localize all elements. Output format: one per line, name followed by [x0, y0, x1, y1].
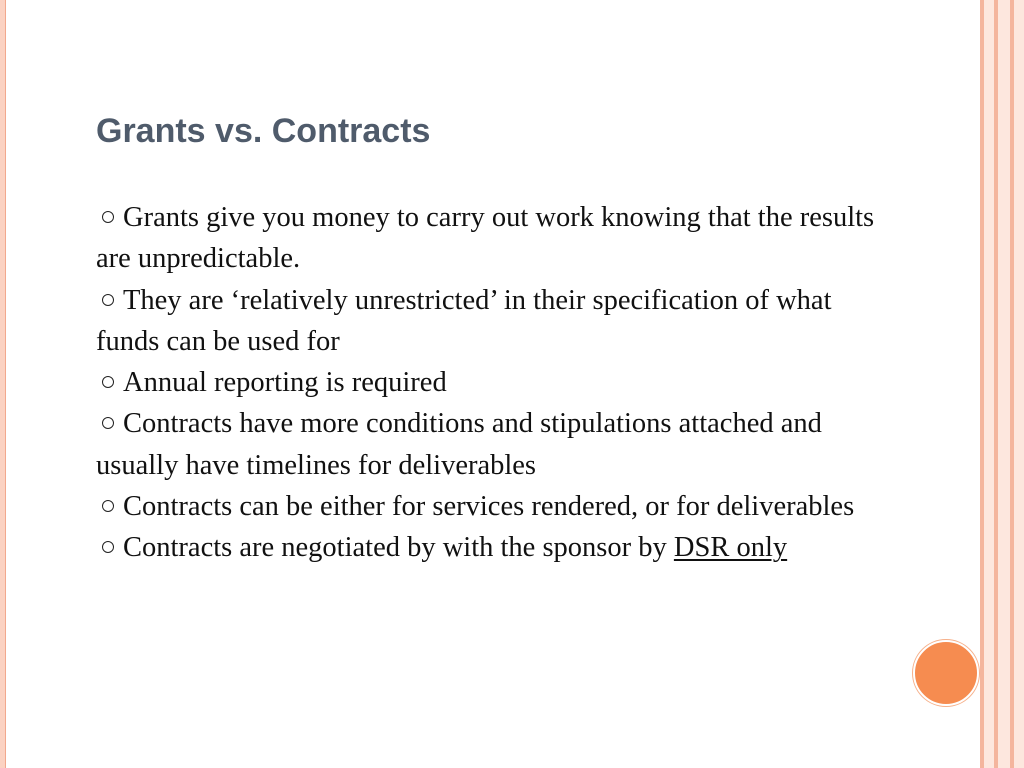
right-stripes-decoration [980, 0, 1024, 768]
bullet-text: They are ‘relatively unrestricted’ in their specification of what funds can be used for [96, 284, 832, 357]
bullet-text: Contracts can be either for services rendered, or for deliverables [123, 491, 855, 523]
bullet-text: Contracts have more conditions and stipulations attached and usually have timelines for deliverables [96, 408, 822, 481]
stripe [1014, 0, 1024, 768]
bullet-text: Grants give you money to carry out work knowing that the results are unpredictable. [96, 202, 875, 275]
bullet-item [96, 362, 901, 403]
hollow-circle-bullet-icon [102, 376, 114, 388]
slide-title: Grants vs. Contracts [96, 112, 431, 150]
emphasis-text: DSR only [673, 532, 788, 564]
hollow-circle-bullet-icon [102, 294, 114, 306]
hollow-circle-bullet-icon [102, 541, 114, 553]
hollow-circle-bullet-icon [102, 211, 114, 223]
orange-circle-icon [913, 640, 979, 706]
bullet-item [96, 280, 901, 363]
hollow-circle-bullet-icon [102, 500, 114, 512]
bullet-item [96, 197, 901, 280]
bullet-item [96, 527, 901, 568]
left-border-decoration [0, 0, 6, 768]
bullet-text: Annual reporting is required [123, 367, 447, 399]
slide-body [96, 197, 901, 569]
bullet-text: Contracts are negotiated by with the sponsor by [123, 532, 667, 564]
stripe [984, 0, 994, 768]
bullet-item [96, 403, 901, 486]
stripe [998, 0, 1010, 768]
bullet-item [96, 486, 901, 527]
hollow-circle-bullet-icon [102, 417, 114, 429]
